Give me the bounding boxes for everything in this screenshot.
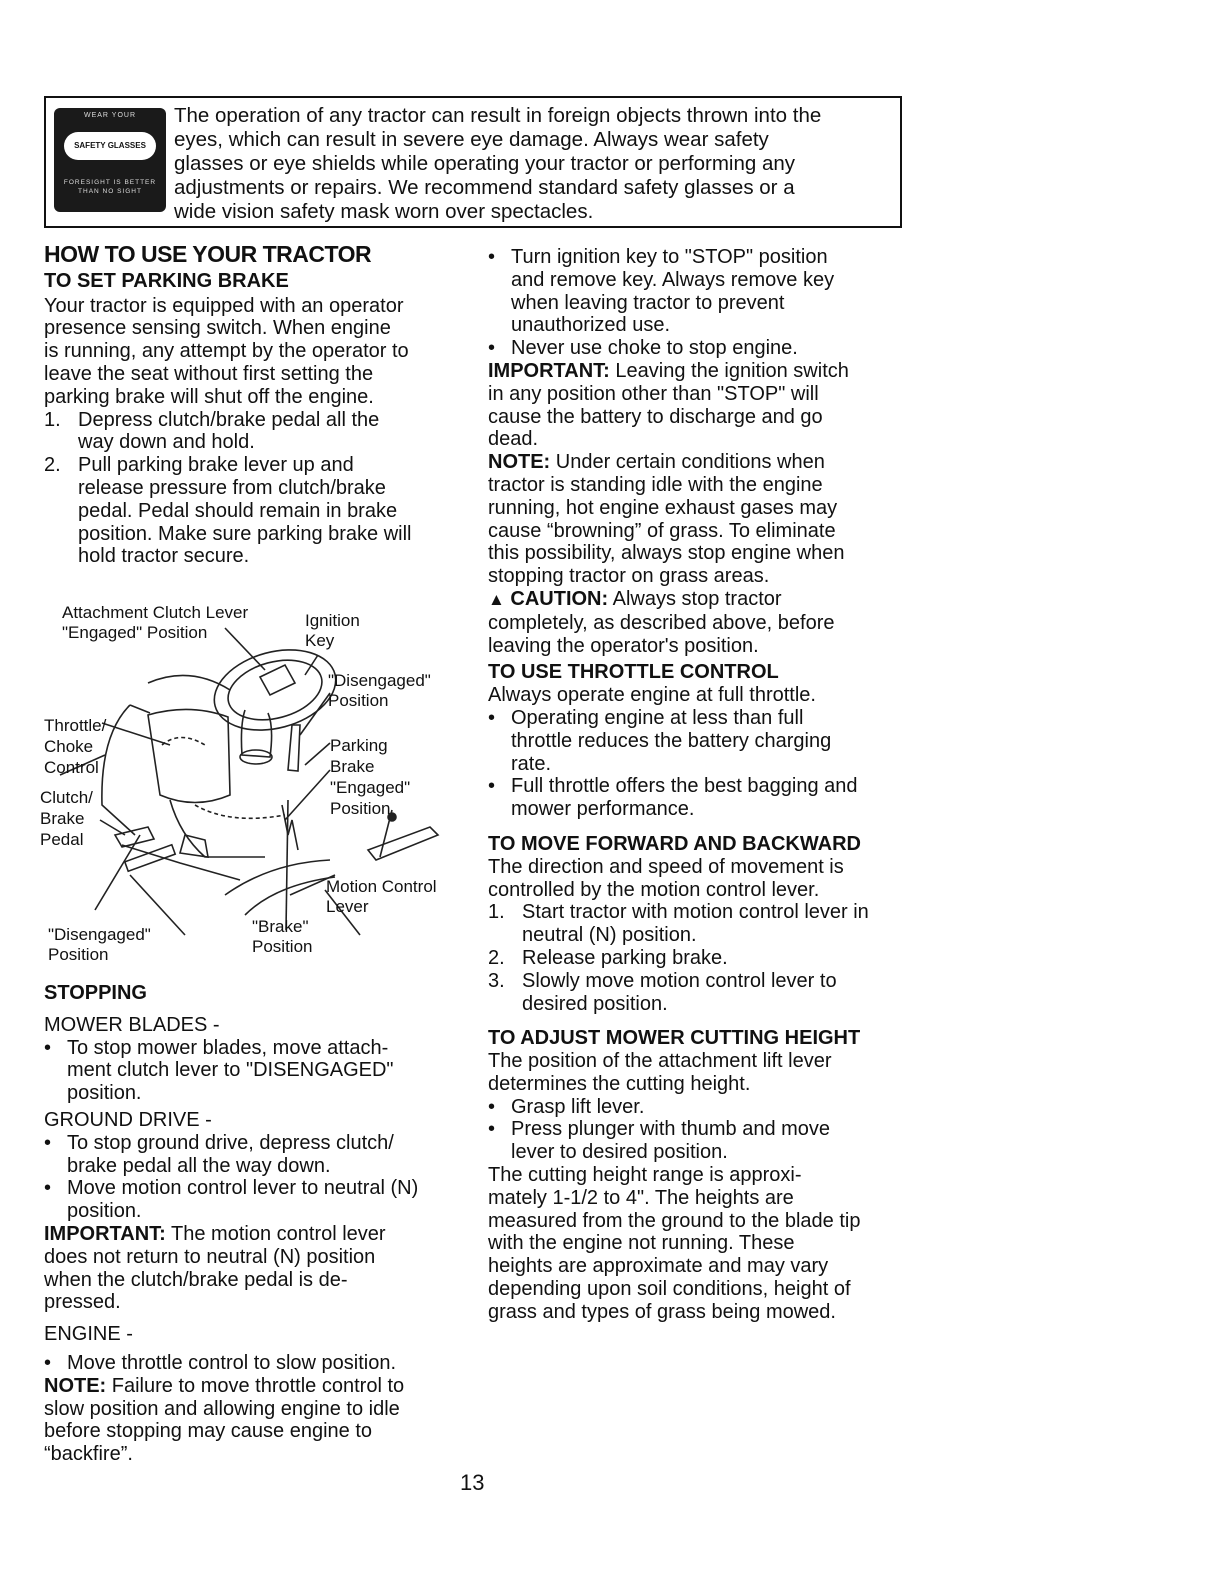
text-line: this possibility, always stop engine when xyxy=(488,542,845,565)
text-line: cause “browning” of grass. To eliminate xyxy=(488,519,836,542)
text-line: mower performance. xyxy=(511,798,695,821)
text-line: Never use choke to stop engine. xyxy=(511,337,798,360)
disengaged-bottom-label xyxy=(48,925,151,965)
label-line: Choke xyxy=(44,737,94,756)
bullet-icon: • xyxy=(44,1351,52,1374)
text-line: determines the cutting height. xyxy=(488,1072,751,1095)
mower-blades-heading: MOWER BLADES - xyxy=(44,1013,220,1036)
text-line: “backfire”. xyxy=(44,1443,133,1466)
page-title: HOW TO USE YOUR TRACTOR xyxy=(44,241,372,267)
warning-text xyxy=(174,104,900,224)
label-line: Attachment Clutch Lever xyxy=(62,603,249,622)
label-line: Control xyxy=(44,758,99,777)
text-line: Your tractor is equipped with an operator xyxy=(44,294,404,317)
text-line: slow position and allowing engine to idle xyxy=(44,1397,400,1420)
safety-glasses-icon xyxy=(54,108,166,212)
left-column-top xyxy=(44,243,464,568)
text-line: hold tractor secure. xyxy=(78,545,250,568)
text-line: when leaving tractor to prevent xyxy=(511,291,785,314)
label-line: "Brake" xyxy=(252,917,309,936)
text-line: heights are approximate and may vary xyxy=(488,1255,829,1278)
text-line: and remove key. Always remove key xyxy=(511,268,835,291)
text-line: brake pedal all the way down. xyxy=(67,1154,331,1177)
step-number: 2. xyxy=(44,454,61,477)
label-line: "Engaged" xyxy=(330,778,411,797)
important-paragraph xyxy=(488,360,908,451)
glasses-shape xyxy=(64,132,156,160)
step-item xyxy=(44,409,464,455)
text-line: stopping tractor on grass areas. xyxy=(488,565,770,588)
text-line: position. xyxy=(67,1082,142,1105)
warning-line: glasses or eye shields while operating your tractor or performing any xyxy=(174,152,795,175)
step-item xyxy=(488,901,908,947)
icon-mid-text: SAFETY GLASSES xyxy=(74,141,146,150)
label-line: Motion Control xyxy=(326,877,437,896)
text-line: dead. xyxy=(488,428,539,451)
text-line: Leaving the ignition switch xyxy=(609,359,849,382)
move-title: TO MOVE FORWARD AND BACKWARD xyxy=(488,832,861,855)
bullet-item xyxy=(488,337,908,360)
bullet-icon: • xyxy=(44,1036,52,1059)
bullet-icon: • xyxy=(488,1118,496,1141)
important-paragraph xyxy=(44,1223,464,1314)
text-line: is running, any attempt by the operator to xyxy=(44,340,409,363)
text-line: rate. xyxy=(511,752,552,775)
step-number: 1. xyxy=(44,408,61,431)
text-line: Full throttle offers the best bagging and xyxy=(511,775,858,798)
text-line: mately 1-1/2 to 4". The heights are xyxy=(488,1186,794,1209)
label-line: Key xyxy=(305,631,335,650)
label-line: Brake xyxy=(40,809,85,828)
throttle-title: TO USE THROTTLE CONTROL xyxy=(488,661,779,684)
disengaged-top-label xyxy=(328,671,431,711)
label-line: Throttle/ xyxy=(44,716,107,735)
label-line: Position xyxy=(328,691,389,710)
label-line: Ignition xyxy=(305,611,360,630)
text-line: controlled by the motion control lever. xyxy=(488,878,820,901)
text-line: lever to desired position. xyxy=(511,1141,728,1164)
safety-warning-box xyxy=(44,96,902,228)
text-line: Depress clutch/brake pedal all the xyxy=(78,408,380,431)
note-label: NOTE: xyxy=(44,1374,107,1397)
icon-bottom-text: FORESIGHT IS BETTER THAN NO SIGHT xyxy=(63,179,157,195)
adjust-title: TO ADJUST MOWER CUTTING HEIGHT xyxy=(488,1027,861,1050)
bullet-item xyxy=(44,1177,464,1223)
text-line: with the engine not running. These xyxy=(488,1232,795,1255)
text-line: in any position other than "STOP" will xyxy=(488,382,819,405)
text-line: release pressure from clutch/brake xyxy=(78,476,386,499)
step-item xyxy=(488,947,908,970)
text-line: Move throttle control to slow position. xyxy=(67,1351,397,1374)
parking-intro xyxy=(44,295,464,409)
text-line: Failure to move throttle control to xyxy=(106,1374,405,1397)
important-label: IMPORTANT: xyxy=(44,1222,166,1245)
important-label: IMPORTANT: xyxy=(488,359,610,382)
label-line: Pedal xyxy=(40,830,84,849)
label-line: "Engaged" Position xyxy=(62,623,208,642)
text-line: parking brake will shut off the engine. xyxy=(44,385,374,408)
ignition-key-label xyxy=(305,611,360,651)
label-line: Position xyxy=(48,945,109,964)
text-line: To stop mower blades, move attach- xyxy=(67,1036,389,1059)
text-line: pressed. xyxy=(44,1291,121,1314)
bullet-icon: • xyxy=(44,1131,52,1154)
bullet-icon: • xyxy=(488,337,496,360)
note-paragraph xyxy=(488,451,908,588)
text-line: measured from the ground to the blade tip xyxy=(488,1209,861,1232)
label-line: Parking xyxy=(330,736,388,755)
text-line: Press plunger with thumb and move xyxy=(511,1118,831,1141)
warning-line: wide vision safety mask worn over spectacles. xyxy=(174,200,594,223)
text-line: depending upon soil conditions, height of xyxy=(488,1278,851,1301)
text-line: Operating engine at less than full xyxy=(511,706,804,729)
label-line: "Disengaged" xyxy=(328,671,431,690)
throttle-choke-label xyxy=(44,715,106,778)
text-line: The direction and speed of movement is xyxy=(488,855,844,878)
text-line: Grasp lift lever. xyxy=(511,1095,645,1118)
text-line: leave the seat without first setting the xyxy=(44,362,374,385)
text-line: Move motion control lever to neutral (N) xyxy=(67,1177,419,1200)
throttle-intro: Always operate engine at full throttle. xyxy=(488,684,816,707)
text-line: running, hot engine exhaust gases may xyxy=(488,496,838,519)
attachment-lever-label xyxy=(62,603,248,643)
left-column-bottom xyxy=(44,982,464,1466)
warning-line: eyes, which can result in severe eye damage. Always wear safety xyxy=(174,128,769,151)
caution-paragraph xyxy=(488,588,908,657)
text-line: grass and types of grass being mowed. xyxy=(488,1300,836,1323)
brake-position-label xyxy=(252,917,312,957)
warning-triangle-icon: ▲ xyxy=(488,589,505,609)
text-line: ment clutch lever to "DISENGAGED" xyxy=(67,1059,394,1082)
bullet-item xyxy=(488,1096,908,1119)
bullet-icon: • xyxy=(488,775,496,798)
text-line: completely, as described above, before xyxy=(488,611,835,634)
ground-drive-heading: GROUND DRIVE - xyxy=(44,1108,212,1131)
warning-line: The operation of any tractor can result in foreign objects thrown into the xyxy=(174,104,822,127)
text-line: way down and hold. xyxy=(78,431,255,454)
engine-heading: ENGINE - xyxy=(44,1323,133,1346)
note-label: NOTE: xyxy=(488,451,551,474)
text-line: position. xyxy=(67,1200,142,1223)
label-line: Position xyxy=(252,937,313,956)
bullet-item xyxy=(44,1132,464,1178)
text-line: Start tractor with motion control lever in xyxy=(522,901,869,924)
text-line: desired position. xyxy=(522,992,668,1015)
text-line: presence sensing switch. When engine xyxy=(44,317,391,340)
step-number: 3. xyxy=(488,969,505,992)
text-line: before stopping may cause engine to xyxy=(44,1420,372,1443)
bullet-icon: • xyxy=(488,246,496,268)
label-line: Clutch/ xyxy=(40,788,93,807)
text-line: To stop ground drive, depress clutch/ xyxy=(67,1131,394,1154)
text-line: Release parking brake. xyxy=(522,946,728,969)
text-line: position. Make sure parking brake will xyxy=(78,522,412,545)
text-line: The position of the attachment lift lever xyxy=(488,1050,832,1073)
text-line: Pull parking brake lever up and xyxy=(78,454,354,477)
warning-line: adjustments or repairs. We recommend standard safety glasses or a xyxy=(174,176,795,199)
label-line: Position xyxy=(330,799,391,818)
bullet-icon: • xyxy=(488,706,496,729)
label-line: Lever xyxy=(326,897,369,916)
text-line: Always stop tractor xyxy=(608,587,782,610)
bullet-icon: • xyxy=(488,1095,496,1118)
text-line: throttle reduces the battery charging xyxy=(511,729,832,752)
bullet-item xyxy=(44,1037,464,1105)
text-line: Under certain conditions when xyxy=(550,451,825,474)
text-line: cause the battery to discharge and go xyxy=(488,405,823,428)
text-line: unauthorized use. xyxy=(511,314,671,337)
clutch-brake-pedal-label xyxy=(40,787,93,850)
note-paragraph xyxy=(44,1375,464,1466)
bullet-item xyxy=(488,1118,908,1164)
text-line: does not return to neutral (N) position xyxy=(44,1245,376,1268)
text-line: Turn ignition key to "STOP" position xyxy=(511,246,828,268)
motion-control-label xyxy=(326,877,437,917)
right-column xyxy=(488,246,908,1324)
caution-label: CAUTION: xyxy=(510,587,609,610)
text-line: The cutting height range is approxi- xyxy=(488,1164,802,1187)
label-line: "Disengaged" xyxy=(48,925,151,944)
bullet-item xyxy=(488,775,908,821)
text-line: when the clutch/brake pedal is de- xyxy=(44,1268,348,1291)
page-number: 13 xyxy=(460,1470,485,1495)
step-item xyxy=(488,970,908,1016)
bullet-item xyxy=(488,246,908,337)
step-number: 2. xyxy=(488,946,505,969)
tractor-controls-diagram xyxy=(30,595,470,970)
label-line: Brake xyxy=(330,757,375,776)
text-line: pedal. Pedal should remain in brake xyxy=(78,499,398,522)
stopping-title: STOPPING xyxy=(44,982,147,1004)
step-item xyxy=(44,454,464,568)
bullet-item xyxy=(44,1352,464,1375)
icon-top-text: WEAR YOUR xyxy=(83,112,137,119)
text-line: leaving the operator's position. xyxy=(488,634,759,657)
bullet-item xyxy=(488,707,908,775)
text-line: neutral (N) position. xyxy=(522,924,697,947)
bullet-icon: • xyxy=(44,1177,52,1200)
text-line: tractor is standing idle with the engine xyxy=(488,473,823,496)
step-number: 1. xyxy=(488,901,505,924)
text-line: The motion control lever xyxy=(165,1222,386,1245)
text-line: Slowly move motion control lever to xyxy=(522,969,837,992)
parking-brake-label xyxy=(330,735,410,819)
parking-brake-title: TO SET PARKING BRAKE xyxy=(44,269,289,292)
